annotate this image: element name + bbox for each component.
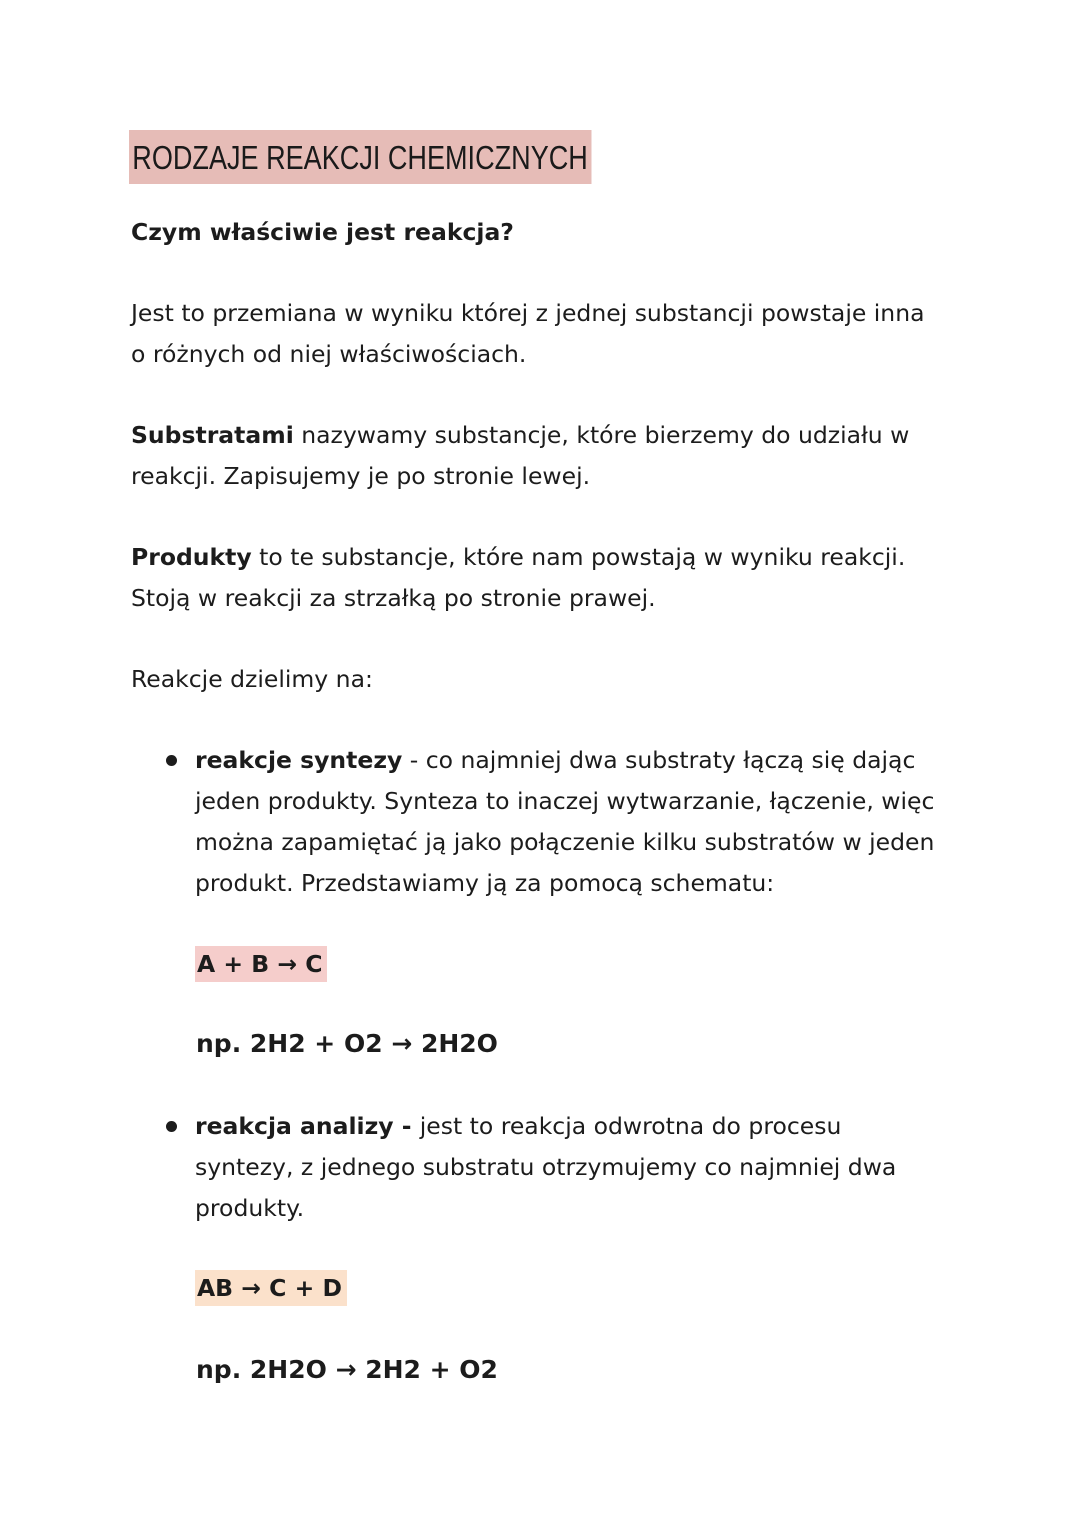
products-line	[131, 537, 961, 578]
bullet-icon	[166, 755, 177, 766]
synthesis-scheme: A + B → C	[195, 946, 327, 982]
products-line: Stoją w reakcji za strzałką po stronie prawej.	[131, 584, 656, 612]
list-item-synthesis	[166, 740, 961, 904]
analysis-example: np. 2H2O → 2H2 + O2	[196, 1355, 498, 1384]
bullet-icon	[166, 1121, 177, 1132]
analysis-line: produkty.	[195, 1194, 305, 1222]
synthesis-text	[195, 740, 961, 904]
analysis-term: reakcja analizy	[195, 1112, 394, 1140]
synthesis-line	[195, 740, 961, 781]
page-title: RODZAJE REAKCJI CHEMICZNYCH	[129, 130, 591, 184]
analysis-dash: -	[393, 1112, 420, 1140]
substrates-line	[131, 415, 961, 456]
division-intro: Reakcje dzielimy na:	[131, 665, 373, 693]
synthesis-term: reakcje syntezy	[195, 746, 403, 774]
products-text: to te substancje, które nam powstają w wyniku reakcji.	[251, 543, 906, 571]
synthesis-line: można zapamiętać ją jako połączenie kilku substratów w jeden	[195, 828, 935, 856]
synthesis-line: produkt. Przedstawiamy ją za pomocą schematu:	[195, 869, 775, 897]
synthesis-example: np. 2H2 + O2 → 2H2O	[196, 1029, 498, 1058]
substrates-line: reakcji. Zapisujemy je po stronie lewej.	[131, 462, 591, 490]
analysis-text	[195, 1106, 961, 1229]
products-term: Produkty	[131, 543, 252, 571]
substrates-paragraph	[131, 415, 961, 497]
products-paragraph	[131, 537, 961, 619]
definition-paragraph	[131, 293, 961, 375]
synthesis-line-text: - co najmniej dwa substraty łączą się dając	[402, 746, 916, 774]
definition-line: Jest to przemiana w wyniku której z jednej substancji powstaje inna	[131, 299, 925, 327]
definition-line: o różnych od niej właściwościach.	[131, 340, 527, 368]
analysis-line: syntezy, z jednego substratu otrzymujemy co najmniej dwa	[195, 1153, 897, 1181]
list-item-analysis	[166, 1106, 961, 1229]
substrates-term: Substratami	[131, 421, 294, 449]
synthesis-line: jeden produkty. Synteza to inaczej wytwarzanie, łączenie, więc	[195, 787, 935, 815]
analysis-scheme: AB → C + D	[195, 1270, 347, 1306]
analysis-line-text: jest to reakcja odwrotna do procesu	[419, 1112, 842, 1140]
question-heading: Czym właściwie jest reakcja?	[131, 218, 514, 246]
substrates-text: nazywamy substancje, które bierzemy do udziału w	[293, 421, 910, 449]
analysis-line	[195, 1106, 961, 1147]
